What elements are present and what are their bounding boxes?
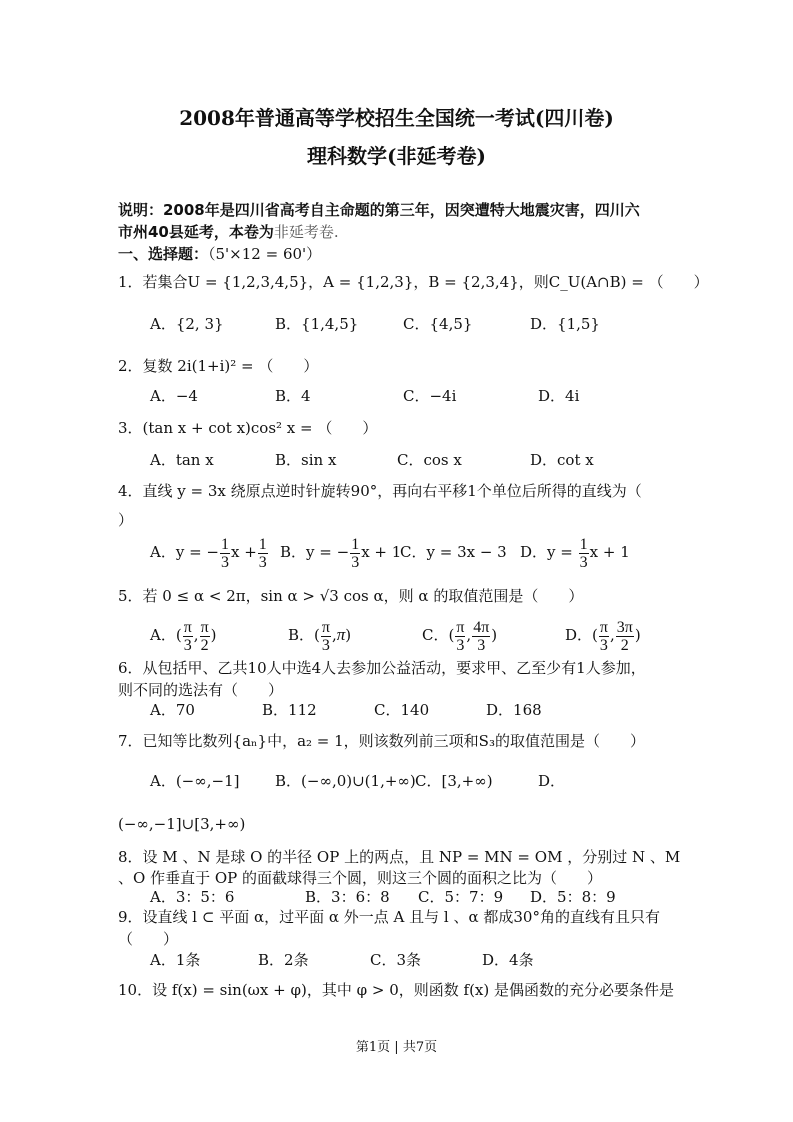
num: 1 — [579, 535, 588, 553]
fraction — [183, 619, 193, 654]
section-heading — [118, 244, 321, 264]
den: 3 — [351, 553, 360, 571]
note-gray: 非延考卷. — [273, 223, 339, 241]
note-bold: 市州40县延考，本卷为 — [118, 223, 274, 241]
fraction — [599, 619, 609, 654]
den: 3 — [221, 553, 229, 571]
q8-opt-b: B．3：6：8 — [305, 888, 390, 906]
opt-label: C． — [400, 543, 427, 561]
q2-opt-a: A．−4 — [150, 387, 198, 405]
num: 1 — [351, 535, 360, 553]
num: 3π — [616, 618, 633, 636]
fraction — [258, 536, 268, 571]
q5-opt-d: D．( $\frac{\pi}{3}$ , $\frac{3\pi}{2}$ ) — [565, 618, 641, 654]
num: 1 — [258, 535, 267, 553]
q9-stem: 9．设直线 l ⊂ 平面 α，过平面 α 外一点 A 且与 l 、α 都成30°角的直线有且只有 — [118, 908, 660, 926]
den: 3 — [579, 553, 588, 571]
fraction — [321, 619, 331, 654]
q6-stem-cont: 则不同的选法有（ ） — [118, 681, 284, 699]
q8-opt-d: D．5：8：9 — [530, 888, 616, 906]
q10-stem: 10．设 f(x) = sin(ωx + φ)，其中 φ > 0，则函数 f(x) 是偶函数的充分必要条件是 — [118, 981, 675, 999]
q1-stem: 1．若集合U = {1,2,3,4,5}，A = {1,2,3}，B = {2,3,4}，则C_U(A∩B) = （ ） — [118, 273, 709, 291]
q9-opt-a: A．1条 — [150, 951, 201, 969]
q6-opt-d: D．168 — [486, 701, 542, 719]
fraction — [616, 619, 634, 654]
opt-expr: x + 1 — [361, 543, 402, 561]
section-label: 一、选择题： — [118, 245, 209, 263]
num: 1 — [221, 535, 229, 553]
opt-label: A． — [150, 543, 176, 561]
q1-opt-c: C．{4,5} — [403, 315, 473, 333]
q1-opt-b: B．{1,4,5} — [275, 315, 359, 333]
q2-opt-d: D．4i — [538, 387, 580, 405]
q3-opt-d: D．cot x — [530, 451, 594, 469]
q2-opt-b: B．4 — [275, 387, 311, 405]
exam-subtitle: 理科数学(非延考卷) — [307, 144, 486, 168]
q4-stem-cont: ） — [118, 511, 134, 529]
opt-label: B． — [288, 626, 315, 644]
q2-opt-c: C．−4i — [403, 387, 457, 405]
q4-opt-d — [520, 534, 630, 571]
opt-expr: y = − — [175, 543, 219, 561]
q3-stem: 3．(tan x + cot x)cos² x = （ ） — [118, 419, 378, 437]
q7-opt-d-value: (−∞,−1]∪[3,+∞) — [118, 815, 246, 833]
q5-opt-b: B．( $\frac{\pi}{3}$ ,π) — [288, 618, 352, 654]
exam-title: 2008年普通高等学校招生全国统一考试(四川卷) — [179, 106, 614, 130]
opt-expr: x + 1 — [589, 543, 630, 561]
q5-opt-a: A．( $\frac{\pi}{3}$ , $\frac{\pi}{2}$ ) — [150, 618, 217, 654]
opt-expr: y = — [547, 543, 578, 561]
q6-opt-c: C．140 — [374, 701, 430, 719]
note-line-2 — [118, 222, 339, 242]
q1-opt-a: A．{2, 3} — [150, 315, 224, 333]
q3-opt-c: C．cos x — [397, 451, 462, 469]
q6-stem: 6．从包括甲、乙共10人中选4人去参加公益活动，要求甲、乙至少有1人参加， — [118, 659, 646, 677]
q5-opt-c: C．( $\frac{\pi}{3}$ , $\frac{4\pi}{3}$ ) — [422, 618, 498, 654]
opt-label: D． — [520, 543, 548, 561]
q4-stem: 4．直线 y = 3x 绕原点逆时针旋转90°，再向右平移1个单位后所得的直线为（ — [118, 482, 642, 500]
note-line-1: 说明：2008年是四川省高考自主命题的第三年，因突遭特大地震灾害，四川六 — [118, 201, 640, 219]
q8-stem-cont: 、O 作垂直于 OP 的面截球得三个圆，则这三个圆的面积之比为（ ） — [118, 869, 602, 887]
opt-expr: y = − — [306, 543, 350, 561]
q2-stem: 2．复数 2i(1+i)² = （ ） — [118, 357, 319, 375]
num: π — [200, 618, 209, 636]
fraction — [350, 536, 360, 571]
opt-label: A． — [150, 626, 176, 644]
q3-opt-a: A．tan x — [150, 451, 214, 469]
fraction — [220, 536, 230, 571]
q7-opt-c: C．[3,+∞) — [415, 772, 493, 790]
q7-opt-d: D． — [538, 772, 566, 790]
opt-label: D． — [565, 626, 593, 644]
q9-opt-c: C．3条 — [370, 951, 422, 969]
opt-expr: y = 3x − 3 — [426, 543, 507, 561]
fraction — [455, 619, 465, 654]
q8-opt-c: C．5：7：9 — [418, 888, 504, 906]
opt-label: B． — [280, 543, 307, 561]
q9-opt-b: B．2条 — [258, 951, 309, 969]
fraction — [579, 536, 589, 571]
q9-stem-cont: （ ） — [118, 930, 179, 948]
q6-opt-b: B．112 — [262, 701, 317, 719]
den: 3 — [477, 636, 486, 654]
section-score: （5'×12 = 60'） — [208, 245, 322, 263]
den: 3 — [456, 636, 465, 654]
opt-expr: x + — [231, 543, 257, 561]
den: 2 — [200, 636, 209, 654]
q7-opt-b: B．(−∞,0)∪(1,+∞) — [275, 772, 416, 790]
q6-opt-a: A．70 — [150, 701, 195, 719]
q1-opt-d: D．{1,5} — [530, 315, 600, 333]
num: π — [321, 618, 330, 636]
opt-label: C． — [422, 626, 449, 644]
den: 3 — [258, 553, 267, 571]
page-footer: 第1页 | 共7页 — [355, 1040, 438, 1055]
num: π — [599, 618, 608, 636]
q3-opt-b: B．sin x — [275, 451, 337, 469]
q7-stem: 7．已知等比数列{aₙ}中，a₂ = 1，则该数列前三项和S₃的取值范围是（ ） — [118, 732, 645, 750]
q9-opt-d: D．4条 — [482, 951, 534, 969]
fraction — [472, 619, 490, 654]
num: π — [183, 618, 192, 636]
opt-expr: π — [336, 625, 346, 644]
q4-opt-b — [280, 534, 401, 571]
den: 3 — [183, 636, 192, 654]
q7-opt-a: A．(−∞,−1] — [150, 772, 240, 790]
q5-stem: 5．若 0 ≤ α < 2π，sin α > √3 cos α，则 α 的取值范围是（ ） — [118, 587, 584, 605]
num: 4π — [473, 618, 490, 636]
q4-opt-a — [150, 534, 269, 571]
num: π — [456, 618, 465, 636]
den: 3 — [321, 636, 330, 654]
den: 3 — [599, 636, 608, 654]
q8-stem: 8．设 M 、N 是球 O 的半径 OP 上的两点，且 NP = MN = OM ，分别过 N 、M — [118, 848, 681, 866]
fraction — [200, 619, 210, 654]
q8-opt-a: A．3：5：6 — [150, 888, 235, 906]
q4-opt-c — [400, 534, 507, 570]
den: 2 — [620, 636, 629, 654]
